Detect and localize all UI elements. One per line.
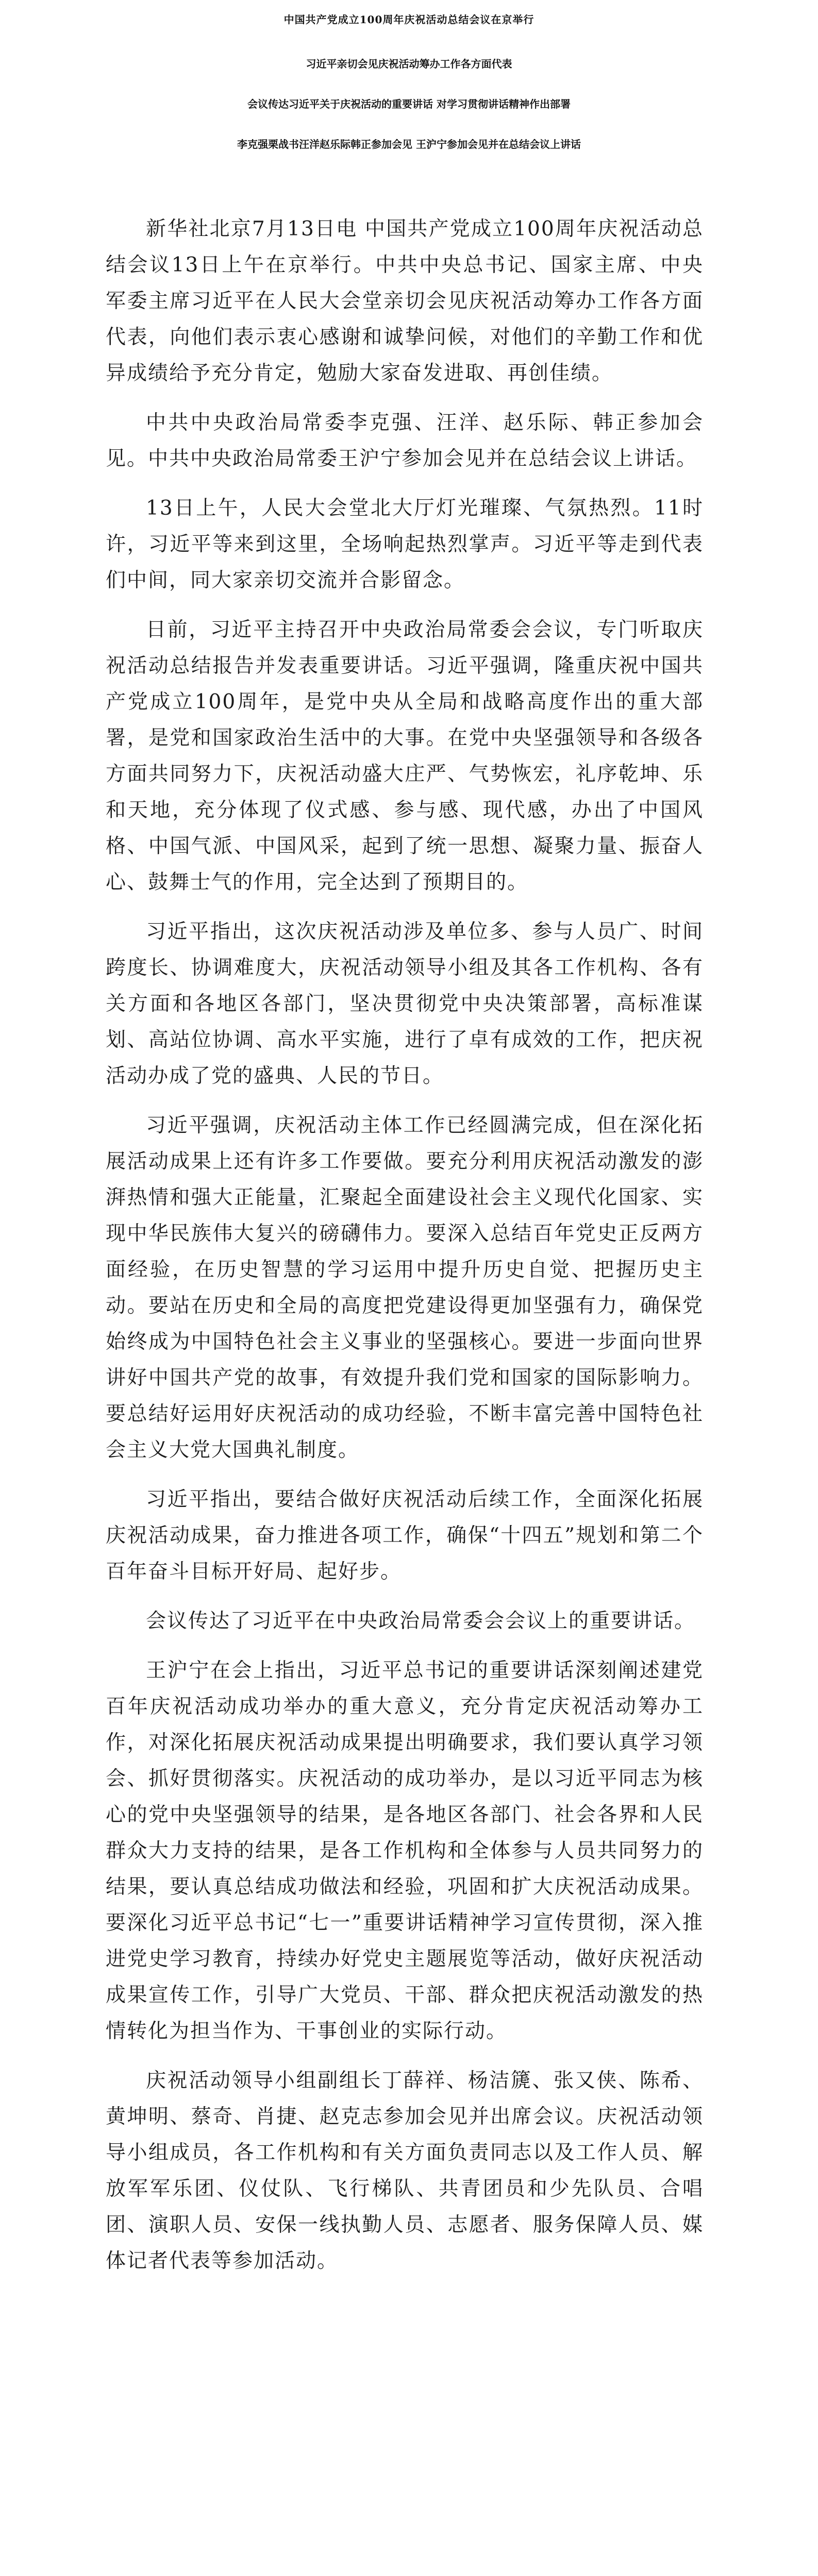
paragraph: 中共中央政治局常委李克强、汪洋、赵乐际、韩正参加会见。中共中央政治局常委王沪宁参加会见并在总结会议上讲话。 [106,411,704,470]
paragraph: 习近平强调，庆祝活动主体工作已经圆满完成，但在深化拓展活动成果上还有许多工作要做。要充分利用庆祝活动激发的澎湃热情和强大正能量，汇聚起全面建设社会主义现代化国家、实现中华民族伟大复兴的磅礴伟力。要深入总结百年党史正反两方面经验，在历史智慧的学习运用中提升历史自觉、把握历史主动。要站在历史和全局的高度把党建设得更加坚强有力，确保党始终成为中国特色社会主义事业的坚强核心。要进一步面向世界讲好中国共产党的故事，有效提升我们党和国家的国际影响力。要总结好运用好庆祝活动的成功经验，不断丰富完善中国特色社会主义大党大国典礼制度。 [106,1114,704,1462]
subheadline-2: 会议传达习近平关于庆祝活动的重要讲话 对学习贯彻讲话精神作出部署 [247,98,571,110]
main-headline: 中国共产党成立100周年庆祝活动总结会议在京举行 [283,13,535,26]
paragraph: 会议传达了习近平在中央政治局常委会会议上的重要讲话。 [146,1609,696,1633]
paragraph: 庆祝活动领导小组副组长丁薛祥、杨洁篪、张又侠、陈希、黄坤明、蔡奇、肖捷、赵克志参加会见并出席会议。庆祝活动领导小组成员，各工作机构和有关方面负责同志以及工作人员、解放军军乐团、仪仗队、飞行梯队、共青团员和少先队员、合唱团、演职人员、安保一线执勤人员、志愿者、服务保障人员、媒体记者代表等参加活动。 [106,2069,704,2273]
paragraph: 13日上午，人民大会堂北大厅灯光璀璨、气氛热烈。11时许，习近平等来到这里，全场响起热烈掌声。习近平等走到代表们中间，同大家亲切交流并合影留念。 [106,497,704,592]
subheadline-1: 习近平亲切会见庆祝活动筹办工作各方面代表 [306,58,512,70]
paragraph: 日前，习近平主持召开中央政治局常委会会议，专门听取庆祝活动总结报告并发表重要讲话。习近平强调，隆重庆祝中国共产党成立100周年，是党中央从全局和战略高度作出的重大部署，是党和国家政治生活中的大事。在党中央坚强领导和各级各方面共同努力下，庆祝活动盛大庄严、气势恢宏，礼序乾坤、乐和天地，充分体现了仪式感、参与感、现代感，办出了中国风格、中国气派、中国风采，起到了统一思想、凝聚力量、振奋人心、鼓舞士气的作用，完全达到了预期目的。 [106,618,704,894]
subheadline-3: 李克强栗战书汪洋赵乐际韩正参加会见 王沪宁参加会见并在总结会议上讲话 [237,138,581,150]
article-body [106,211,704,2293]
paragraph: 新华社北京7月13日电 中国共产党成立100周年庆祝活动总结会议13日上午在京举行。中共中央总书记、国家主席、中央军委主席习近平在人民大会堂亲切会见庆祝活动筹办工作各方面代表，向他们表示衷心感谢和诚挚问候，对他们的辛勤工作和优异成绩给予充分肯定，勉励大家奋发进取、再创佳绩。 [106,217,704,385]
paragraph: 习近平指出，这次庆祝活动涉及单位多、参与人员广、时间跨度长、协调难度大，庆祝活动领导小组及其各工作机构、各有关方面和各地区各部门，坚决贯彻党中央决策部署，高标准谋划、高站位协调、高水平实施，进行了卓有成效的工作，把庆祝活动办成了党的盛典、人民的节日。 [106,920,704,1088]
paragraph: 王沪宁在会上指出，习近平总书记的重要讲话深刻阐述建党百年庆祝活动成功举办的重大意义，充分肯定庆祝活动筹办工作，对深化拓展庆祝活动成果提出明确要求，我们要认真学习领会、抓好贯彻落实。庆祝活动的成功举办，是以习近平同志为核心的党中央坚强领导的结果，是各地区各部门、社会各界和人民群众大力支持的结果，是各工作机构和全体参与人员共同努力的结果，要认真总结成功做法和经验，巩固和扩大庆祝活动成果。要深化习近平总书记“七一”重要讲话精神学习宣传贯彻，深入推进党史学习教育，持续办好党史主题展览等活动，做好庆祝活动成果宣传工作，引导广大党员、干部、群众把庆祝活动激发的热情转化为担当作为、干事创业的实际行动。 [106,1659,704,2043]
paragraph: 习近平指出，要结合做好庆祝活动后续工作，全面深化拓展庆祝活动成果，奋力推进各项工作，确保“十四五”规划和第二个百年奋斗目标开好局、起好步。 [106,1488,704,1583]
